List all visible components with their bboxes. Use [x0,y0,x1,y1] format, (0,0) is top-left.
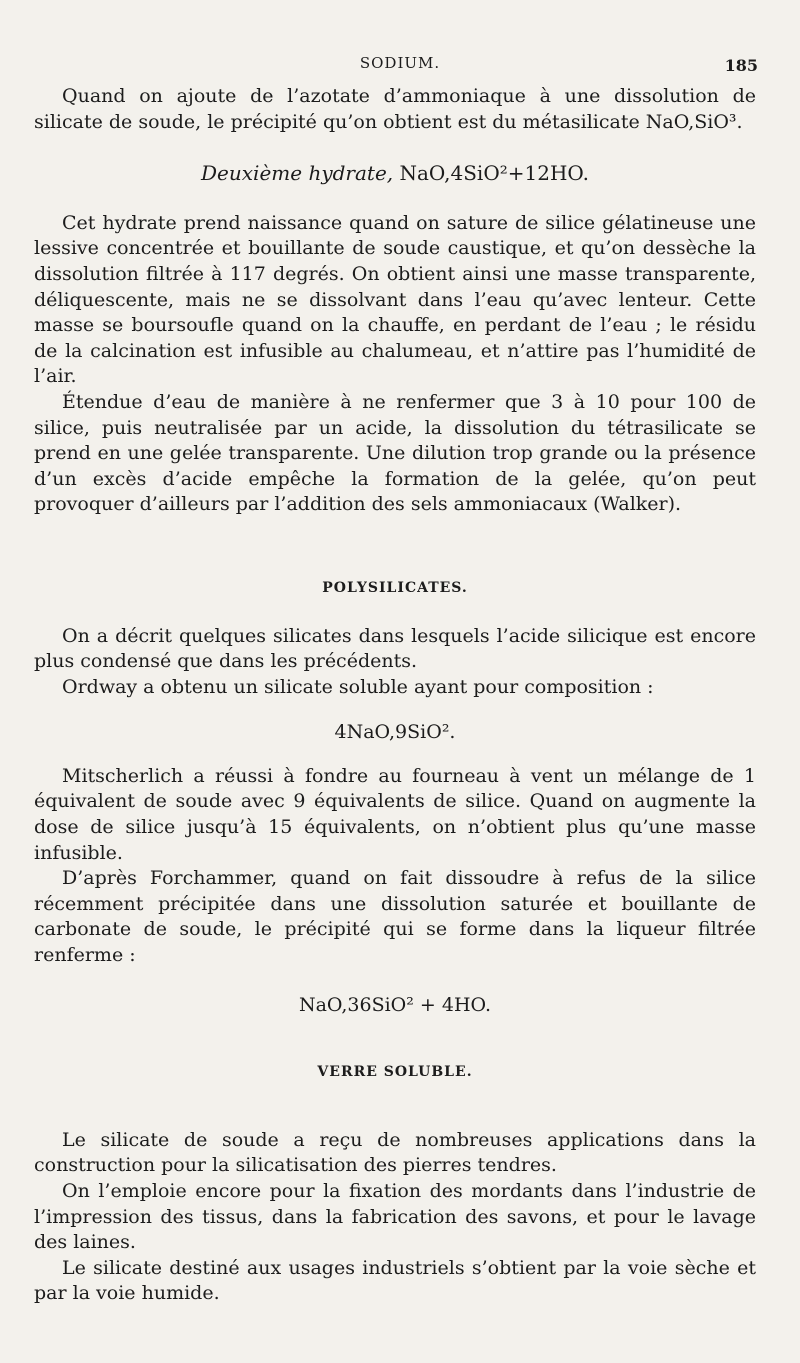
paragraph-ordway: Ordway a obtenu un silicate soluble ayant pour composition : [62,675,654,698]
paragraph-metasilicate: Quand on ajoute de l’azotate d’ammoniaque à une dissolution de silicate de soude, le précipité qu’on obtient est du métasilicate NaO,SiO³. [34,85,756,133]
formula-forchammer: NaO,36SiO² + 4HO. [298,993,492,1016]
page-header [0,50,800,76]
page-number: 185 [724,56,758,75]
paragraph-industriels: Le silicate destiné aux usages industriels s’obtient par la voie sèche et par la voie humide. [34,1256,756,1305]
page-body [34,84,756,1307]
paragraph-hydrate: Cet hydrate prend naissance quand on sature de silice gélatineuse une lessive concentrée et bouillante de soude caustique, et qu’on dessèche la dissolution filtrée à 117 degrés. On obtient ainsi une masse transparente, déliquescente, mais ne se dissolvant dans l’eau qu’avec lenteur. Cette masse se boursoufle quand on la chauffe, en perdant de l’eau ; le résidu de la calcination est infusible au chalumeau, et n’attire pas l’humidité de l’air. [34,211,756,388]
paragraph-emploi: On l’emploie encore pour la fixation des mordants dans l’industrie de l’impression des tissus, dans la fabrication des savons, et pour le lavage des laines. [34,1180,756,1254]
running-head: SODIUM. [359,54,441,72]
hydrate-heading [34,161,756,187]
formula-ordway: 4NaO,9SiO². [334,721,456,744]
hydrate-label: Deuxième hydrate, [201,161,394,186]
paragraph-forchammer: D’après Forchammer, quand on fait dissoudre à refus de la silice récemment précipitée dans une dissolution saturée et bouillante de carbonate de soude, le précipité qui se forme dans la liqueur filtrée renferme : [34,867,756,967]
paragraph-applications: Le silicate de soude a reçu de nombreuses applications dans la construction pour la silicatisation des pierres tendres. [34,1128,756,1177]
section-title-verre-soluble: VERRE SOLUBLE. [317,1064,473,1081]
section-title-polysilicates: POLYSILICATES. [322,579,468,596]
hydrate-formula: NaO,4SiO²+12HO. [399,161,589,186]
paragraph-gelee: Étendue d’eau de manière à ne renfermer que 3 à 10 pour 100 de silice, puis neutralisée par un acide, la dissolution du tétrasilicate se prend en une gelée transparente. Une dilution trop grande ou la présence d’un excès d’acide empêche la formation de la gelée, qu’on peut provoquer d’ailleurs par l’addition des sels ammoniacaux (Walker). [34,390,756,516]
paragraph-condense: On a décrit quelques silicates dans lesquels l’acide silicique est encore plus condensé que dans les précédents. [34,624,756,673]
paragraph-mitscherlich: Mitscherlich a réussi à fondre au fourneau à vent un mélange de 1 équivalent de soude avec 9 équivalents de silice. Quand on augmente la dose de silice jusqu’à 15 équivalents, on n’obtient plus qu’une masse infusible. [34,764,756,864]
